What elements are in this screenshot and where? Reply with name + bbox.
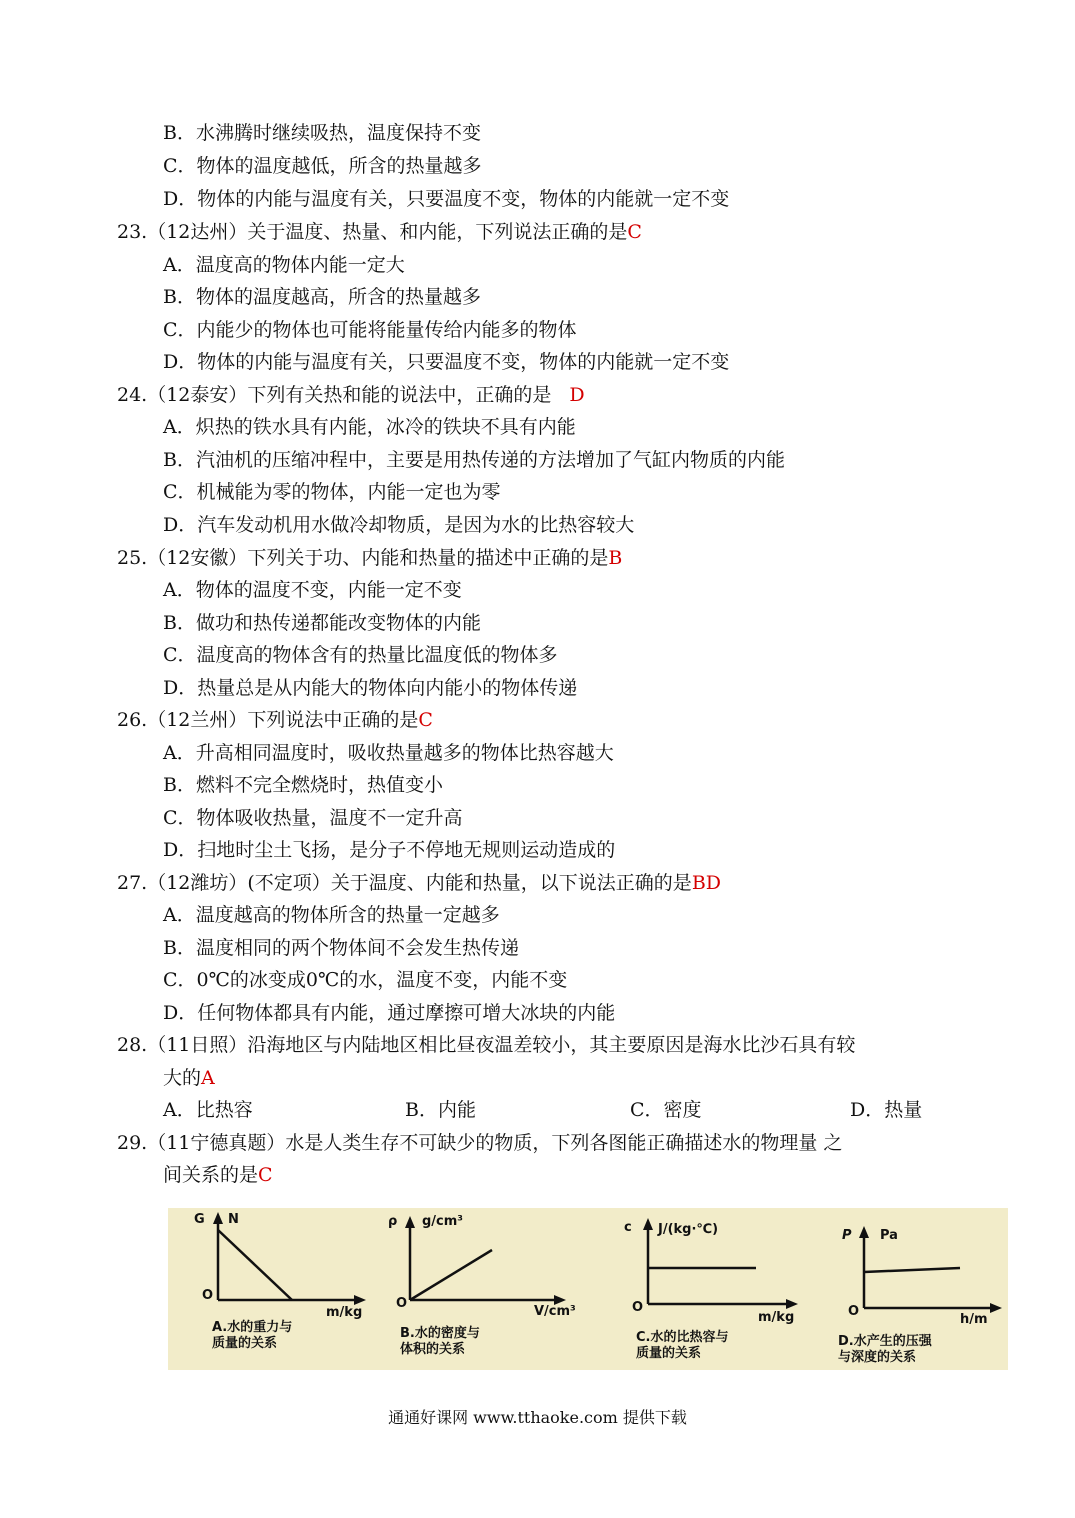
option-b: B．内能 (405, 1099, 476, 1121)
option-line: A．升高相同温度时，吸收热量越多的物体比热容越大 (163, 742, 614, 764)
question-stem-text: 间关系的是 (163, 1164, 259, 1186)
option-line: A．物体的温度不变，内能一定不变 (163, 579, 462, 601)
caption-line: A.水的重力与 (212, 1320, 293, 1335)
option-a: A．比热容 (163, 1099, 253, 1121)
graph-b-line (410, 1250, 492, 1300)
origin-label: O (632, 1300, 644, 1315)
caption-line: C.水的比热容与 (636, 1330, 729, 1345)
question-stem-text: 25.（12安徽）下列关于功、内能和热量的描述中正确的是 (117, 547, 609, 569)
option-line: D．任何物体都具有内能，通过摩擦可增大冰块的内能 (163, 1002, 616, 1024)
x-axis-label: V/cm³ (534, 1304, 576, 1319)
question-stem-text: 24.（12泰安）下列有关热和能的说法中，正确的是 (117, 384, 552, 406)
option-line: A．炽热的铁水具有内能，冰冷的铁块不具有内能 (163, 416, 576, 438)
graph-a (168, 1208, 378, 1370)
answer-mark: D (569, 384, 585, 406)
question-23-stem (117, 219, 642, 245)
option-line: C．物体吸收热量，温度不一定升高 (163, 807, 463, 829)
question-24-stem (117, 382, 585, 408)
option-line: C．物体的温度越低，所含的热量越多 (163, 155, 482, 177)
option-line: C．温度高的物体含有的热量比温度低的物体多 (163, 644, 558, 666)
option-line: C．机械能为零的物体，内能一定也为零 (163, 481, 501, 503)
question-28-stem-cont (163, 1065, 215, 1091)
option-line: A．温度越高的物体所含的热量一定越多 (163, 904, 500, 926)
question-stem-text: 23.（12达州）关于温度、热量、和内能，下列说法正确的是 (117, 221, 628, 243)
option-line: D．扫地时尘土飞扬，是分子不停地无规则运动造成的 (163, 839, 616, 861)
graphs-figure (168, 1208, 1008, 1370)
option-line: C．内能少的物体也可能将能量传给内能多的物体 (163, 319, 577, 341)
option-line: B．做功和热传递都能改变物体的内能 (163, 612, 481, 634)
option-line: D．物体的内能与温度有关，只要温度不变，物体的内能就一定不变 (163, 188, 730, 210)
option-c: C．密度 (630, 1099, 702, 1121)
page-footer: 通通好课网 www.tthaoke.com 提供下载 (388, 1408, 687, 1427)
origin-label: O (202, 1288, 214, 1303)
answer-mark: B (608, 547, 623, 569)
option-line: B．燃料不完全燃烧时，热值变小 (163, 774, 443, 796)
answer-mark: BD (691, 872, 722, 894)
option-line: B．水沸腾时继续吸热，温度保持不变 (163, 122, 481, 144)
option-line: D．汽车发动机用水做冷却物质，是因为水的比热容较大 (163, 514, 635, 536)
option-line: D．热量总是从内能大的物体向内能小的物体传递 (163, 677, 578, 699)
graph-c (608, 1208, 820, 1370)
caption-line: 体积的关系 (400, 1342, 466, 1357)
graph-d (828, 1208, 1008, 1370)
option-line: A．温度高的物体内能一定大 (163, 254, 405, 276)
question-stem-text: 大的 (163, 1067, 202, 1089)
caption-line: B.水的密度与 (400, 1326, 480, 1341)
x-axis-label: m/kg (326, 1305, 363, 1320)
question-29-stem-cont (163, 1162, 273, 1188)
option-line: B．温度相同的两个物体间不会发生热传递 (163, 937, 519, 959)
origin-label: O (396, 1296, 408, 1311)
caption-line: 质量的关系 (212, 1336, 278, 1351)
x-axis-label: m/kg (758, 1310, 795, 1325)
option-line: C．0℃的冰变成0℃的水，温度不变，内能不变 (163, 969, 568, 991)
y-axis-unit: Pa (880, 1228, 898, 1243)
answer-mark: C (418, 709, 433, 731)
x-axis-label: h/m (960, 1312, 988, 1327)
y-axis-var: P (842, 1228, 852, 1243)
option-line: D．物体的内能与温度有关，只要温度不变，物体的内能就一定不变 (163, 351, 730, 373)
option-line: B．汽油机的压缩冲程中，主要是用热传递的方法增加了气缸内物质的内能 (163, 449, 785, 471)
question-26-stem (117, 707, 433, 733)
graph-a-line (218, 1230, 292, 1300)
y-axis-unit: J/(kg·℃) (658, 1222, 719, 1237)
y-axis-var: c (624, 1220, 632, 1235)
question-27-stem (117, 870, 721, 896)
option-line: B．物体的温度越高，所含的热量越多 (163, 286, 481, 308)
question-stem-text: 27.（12潍坊）(不定项）关于温度、内能和热量，以下说法正确的是 (117, 872, 692, 894)
y-axis-unit: N (228, 1212, 239, 1227)
answer-mark: A (201, 1067, 215, 1089)
question-29-stem: 29.（11宁德真题）水是人类生存不可缺少的物质，下列各图能正确描述水的物理量 之 (117, 1132, 843, 1154)
origin-label: O (848, 1304, 860, 1319)
graph-d-line (864, 1268, 960, 1272)
answer-mark: C (627, 221, 642, 243)
caption-line: D.水产生的压强 (838, 1334, 932, 1349)
y-axis-var: G (194, 1212, 205, 1227)
caption-line: 质量的关系 (636, 1346, 702, 1361)
question-stem-text: 26.（12兰州）下列说法中正确的是 (117, 709, 419, 731)
caption-line: 与深度的关系 (838, 1350, 917, 1365)
answer-mark: C (258, 1164, 273, 1186)
question-28-stem: 28.（11日照）沿海地区与内陆地区相比昼夜温差较小，其主要原因是海水比沙石具有较 (117, 1034, 856, 1056)
graph-b (380, 1208, 592, 1370)
question-25-stem (117, 545, 622, 571)
option-d: D．热量 (850, 1099, 923, 1121)
y-axis-unit: g/cm³ (422, 1214, 463, 1229)
y-axis-var: ρ (388, 1214, 398, 1229)
